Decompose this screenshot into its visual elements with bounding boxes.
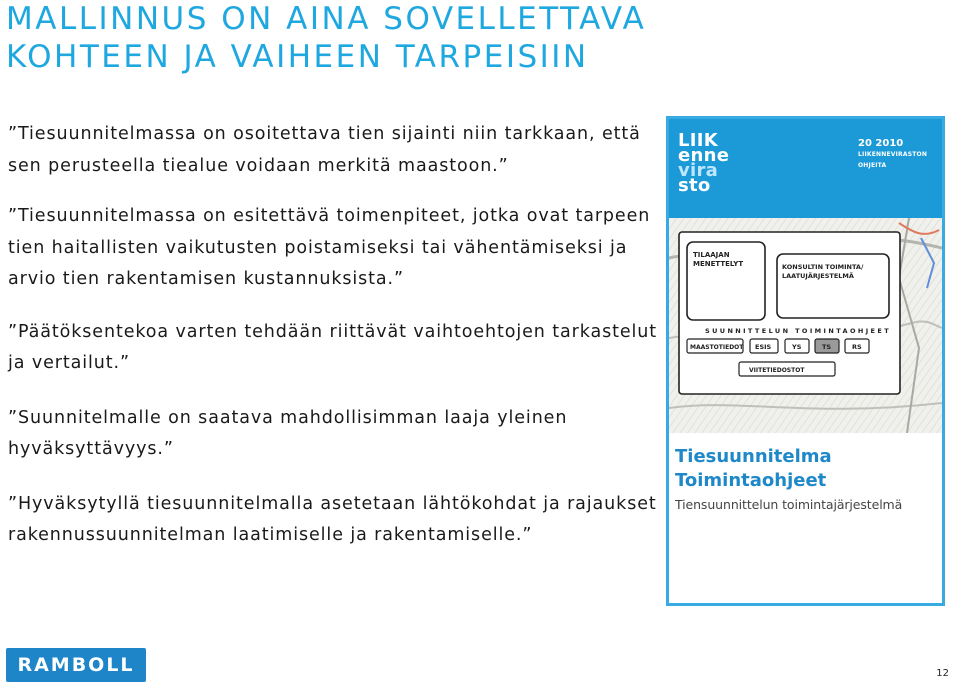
quote-list: [8, 119, 658, 552]
slide-title-line-2: KOHTEEN JA VAIHEEN TARPEISIIN: [6, 39, 589, 75]
quote-paragraph: ”Tiesuunnitelmassa on esitettävä toimenpiteet, jotka ovat tarpeen tien haitallisten vaikutusten poistamiseksi tai vähentämiseksi ja arvio tien rakentamisen kustannuksista.”: [8, 206, 651, 289]
rs-label: RS: [852, 343, 862, 351]
konsultin-label-1: KONSULTIN TOIMINTA/: [782, 263, 864, 271]
cover-header: [669, 119, 942, 218]
esis-label: ESIS: [755, 343, 772, 351]
page-number: 12: [936, 668, 949, 679]
quote-paragraph: ”Suunnitelmalle on saatava mahdollisimman laaja yleinen hyväksyttävyys.”: [8, 407, 568, 459]
menettelyt-label: MENETTELYT: [693, 260, 744, 268]
slide-title-line-1: MALLINNUS ON AINA SOVELLETTAVA: [6, 1, 647, 37]
logo-line: LIIK: [678, 130, 719, 151]
slide-title: [6, 0, 766, 76]
tilaajan-label: TILAAJAN: [693, 251, 730, 259]
konsultin-label-2: LAATUJÄRJESTELMÄ: [782, 272, 854, 280]
cover-title-line-2: Toimintaohjeet: [675, 470, 827, 491]
series-line: LIIKENNEVIRASTON: [858, 151, 928, 158]
publication-cover: [666, 116, 945, 606]
viitetiedostot-label: VIITETIEDOSTOT: [749, 367, 805, 374]
ts-label: TS: [822, 343, 832, 351]
logo-line: vira: [678, 160, 719, 181]
logo-line: sto: [678, 175, 711, 196]
series-line: OHJEITA: [858, 162, 887, 169]
cover-map-diagram: [669, 218, 942, 433]
series-label: [858, 138, 927, 171]
maastotiedot-label: MAASTOTIEDOT: [690, 344, 744, 351]
liikennevirasto-logo: [678, 130, 730, 196]
logo-line: enne: [678, 145, 730, 166]
cover-title-line-1: Tiesuunnitelma: [675, 446, 832, 467]
ohjeet-header: SUUNNITTELUN TOIMINTAOHJEET: [705, 327, 892, 335]
ramboll-logo: [6, 648, 146, 682]
quote-paragraph: ”Päätöksentekoa varten tehdään riittävät vaihtoehtojen tarkastelut ja vertailut.”: [8, 321, 658, 373]
ys-label: YS: [792, 343, 802, 351]
quote-paragraph: ”Hyväksytyllä tiesuunnitelmalla asetetaan lähtökohdat ja rajaukset rakennussuunnitelman laatimiselle ja rakentamiselle.”: [8, 493, 657, 545]
ramboll-logo-text: RAMBOLL: [17, 654, 135, 676]
quote-paragraph: ”Tiesuunnitelmassa on osoitettava tien sijainti niin tarkkaan, että sen perusteella tiealue voidaan merkitä maastoon.”: [8, 124, 641, 176]
series-number: 20 2010: [858, 138, 904, 149]
cover-subtitle: Tiensuunnittelun toimintajärjestelmä: [675, 497, 903, 512]
cover-title: [675, 445, 832, 493]
map-diagram-svg: [669, 218, 942, 433]
